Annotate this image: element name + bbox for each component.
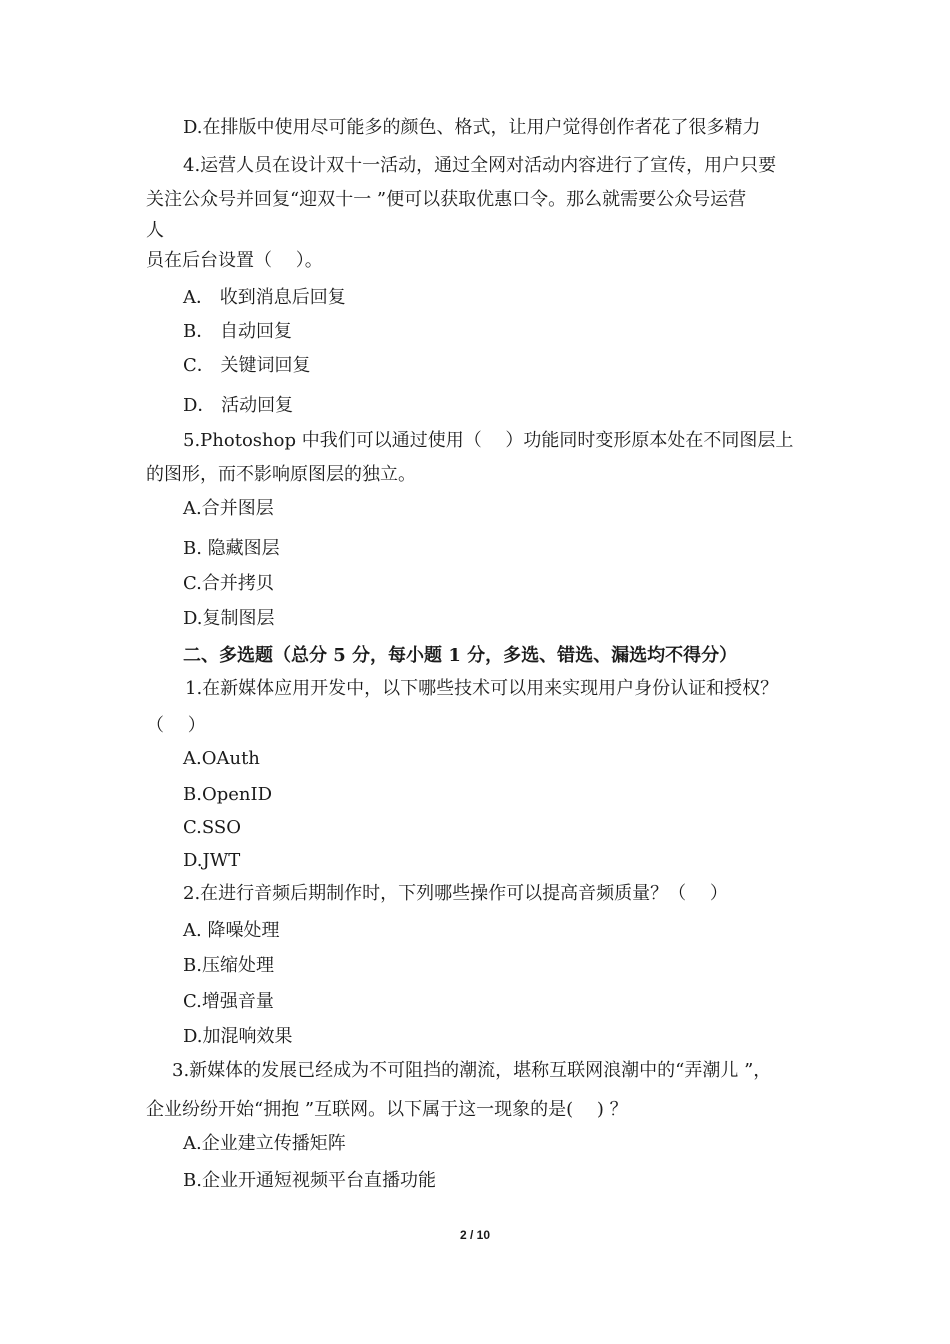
option-c: C.SSO xyxy=(183,817,241,838)
option-a: A. 降噪处理 xyxy=(183,920,280,941)
option-b: B.企业开通短视频平台直播功能 xyxy=(183,1170,436,1191)
option-b: B.OpenID xyxy=(183,784,273,805)
option-c: C． 关键词回复 xyxy=(183,355,311,376)
question-5-text-cont: 的图形，而不影响原图层的独立。 xyxy=(146,464,416,485)
option-d: D.复制图层 xyxy=(183,608,275,629)
option-d-text: D.在排版中使用尽可能多的颜色、格式，让用户觉得创作者花了很多精力 xyxy=(183,117,761,138)
option-a: A.OAuth xyxy=(183,748,260,769)
question-4-text-cont: 关注公众号并回复“迎双十一 ”便可以获取优惠口令。那么就需要公众号运营 xyxy=(146,189,747,210)
option-c: C.合并拷贝 xyxy=(183,573,274,594)
option-b: B． 自动回复 xyxy=(183,321,292,342)
multi-question-1-text: 1.在新媒体应用开发中，以下哪些技术可以用来实现用户身份认证和授权？ xyxy=(185,678,779,699)
multi-question-2-text: 2.在进行音频后期制作时，下列哪些操作可以提高音频质量？（ ） xyxy=(183,883,728,904)
multi-question-3-text: 3.新媒体的发展已经成为不可阻挡的潮流，堪称互联网浪潮中的“弄潮儿 ”， xyxy=(172,1060,772,1081)
multi-question-3-text-cont: 企业纷纷开始“拥抱 ”互联网。以下属于这一现象的是( ) ？ xyxy=(146,1099,628,1120)
option-b: B.压缩处理 xyxy=(183,955,274,976)
section-heading: 二、多选题（总分 5 分，每小题 1 分，多选、错选、漏选均不得分） xyxy=(183,645,738,666)
option-a: A.企业建立传播矩阵 xyxy=(183,1133,346,1154)
multi-question-1-text-cont: （ ） xyxy=(146,715,206,736)
option-b: B. 隐藏图层 xyxy=(183,538,280,559)
option-a: A.合并图层 xyxy=(183,498,274,519)
option-a: A． 收到消息后回复 xyxy=(183,287,346,308)
question-4-text: 4.运营人员在设计双十一活动，通过全网对活动内容进行了宣传，用户只要 xyxy=(183,155,777,176)
question-4-text-cont: 人 xyxy=(146,220,164,241)
option-d: D． 活动回复 xyxy=(183,395,294,416)
option-d: D.JWT xyxy=(183,850,241,871)
page-number: 2 / 10 xyxy=(459,1228,491,1242)
option-d: D.加混响效果 xyxy=(183,1026,293,1047)
question-4-text-cont: 员在后台设置（ ）。 xyxy=(146,250,323,271)
question-5-text: 5.Photoshop 中我们可以通过使用（ ）功能同时变形原本处在不同图层上 xyxy=(183,430,794,451)
option-c: C.增强音量 xyxy=(183,991,274,1012)
